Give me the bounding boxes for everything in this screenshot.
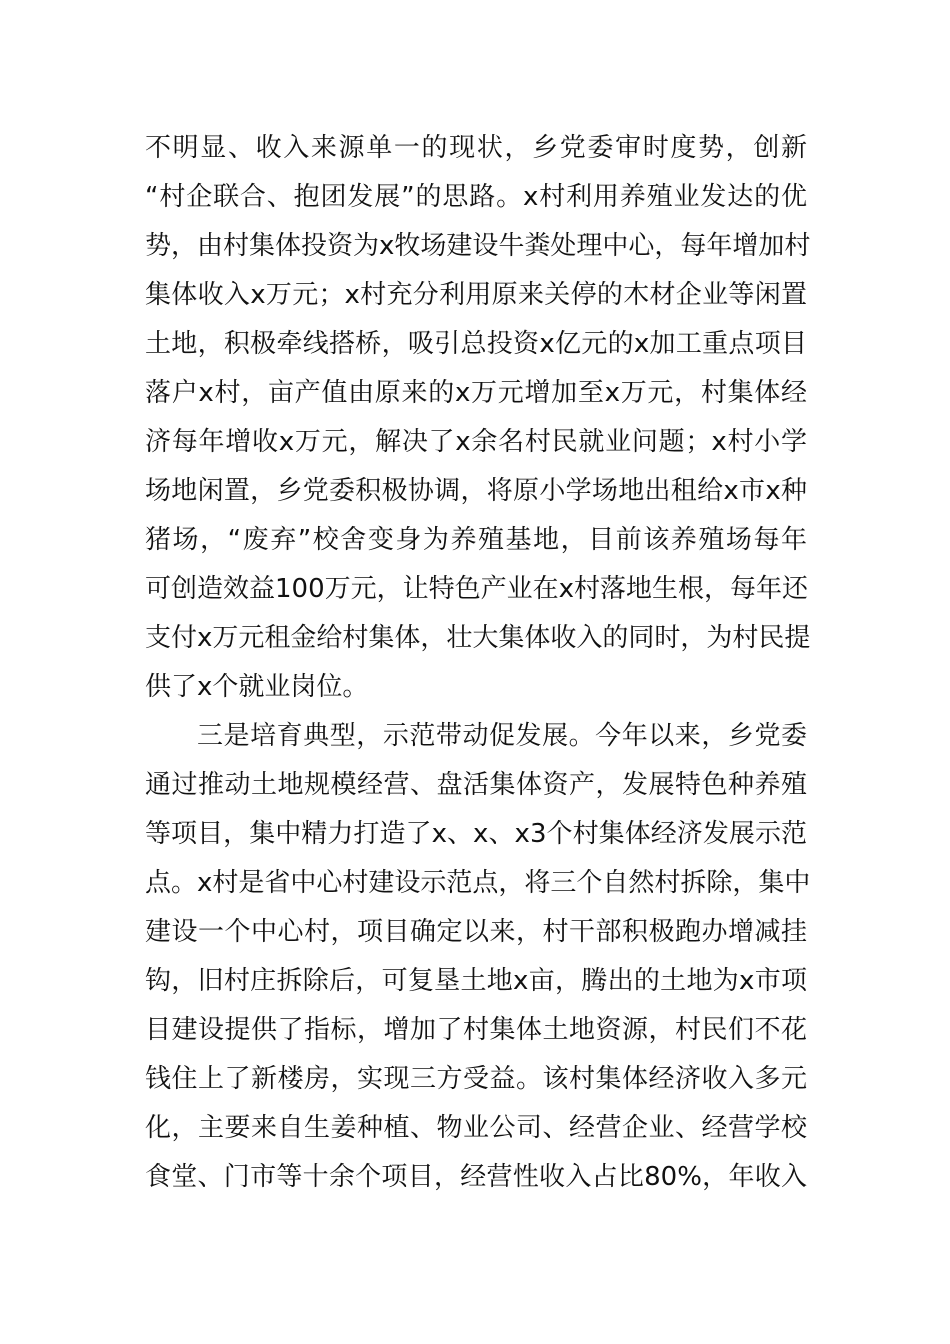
text-line: 建设一个中心村，项目确定以来，村干部积极跑办增减挂 [145, 917, 807, 947]
text-line: 食堂、门市等十余个项目，经营性收入占比80%，年收入 [145, 1162, 807, 1192]
text-line: 不明显、收入来源单一的现状，乡党委审时度势，创新 [145, 133, 807, 163]
text-line: 土地，积极牵线搭桥，吸引总投资x亿元的x加工重点项目 [145, 329, 807, 359]
document-page [145, 124, 811, 1202]
text-line: 可创造效益100万元，让特色产业在x村落地生根，每年还 [145, 574, 809, 604]
text-line: 钩，旧村庄拆除后，可复垦土地x亩，腾出的土地为x市项 [145, 966, 807, 996]
text-line: 场地闲置，乡党委积极协调，将原小学场地出租给x市x种 [145, 476, 807, 506]
text-line: 目建设提供了指标，增加了村集体土地资源，村民们不花 [145, 1015, 807, 1045]
text-line: 济每年增收x万元，解决了x余名村民就业问题；x村小学 [145, 427, 807, 457]
text-line: 通过推动土地规模经营、盘活集体资产，发展特色种养殖 [145, 770, 807, 800]
text-line: 势，由村集体投资为x牧场建设牛粪处理中心，每年增加村 [145, 231, 811, 261]
text-line: 集体收入x万元；x村充分利用原来关停的木材企业等闲置 [145, 280, 807, 310]
paragraph-2 [145, 712, 811, 1202]
text-line: 化，主要来自生姜种植、物业公司、经营企业、经营学校 [145, 1113, 807, 1143]
paragraph-1 [145, 124, 811, 712]
text-line: 点。x村是省中心村建设示范点，将三个自然村拆除，集中 [145, 868, 811, 898]
text-line: 三是培育典型，示范带动促发展。今年以来，乡党委 [197, 721, 807, 751]
text-line: 支付x万元租金给村集体，壮大集体收入的同时，为村民提 [145, 623, 811, 653]
text-line: 等项目，集中精力打造了x、x、x3个村集体经济发展示范 [145, 819, 807, 849]
text-line: 供了x个就业岗位。 [145, 672, 369, 702]
text-line: 落户x村，亩产值由原来的x万元增加至x万元，村集体经 [145, 378, 807, 408]
text-line: “村企联合、抱团发展”的思路。x村利用养殖业发达的优 [145, 182, 807, 212]
text-line: 猪场，“废弃”校舍变身为养殖基地，目前该养殖场每年 [145, 525, 807, 555]
text-line: 钱住上了新楼房，实现三方受益。该村集体经济收入多元 [145, 1064, 807, 1094]
